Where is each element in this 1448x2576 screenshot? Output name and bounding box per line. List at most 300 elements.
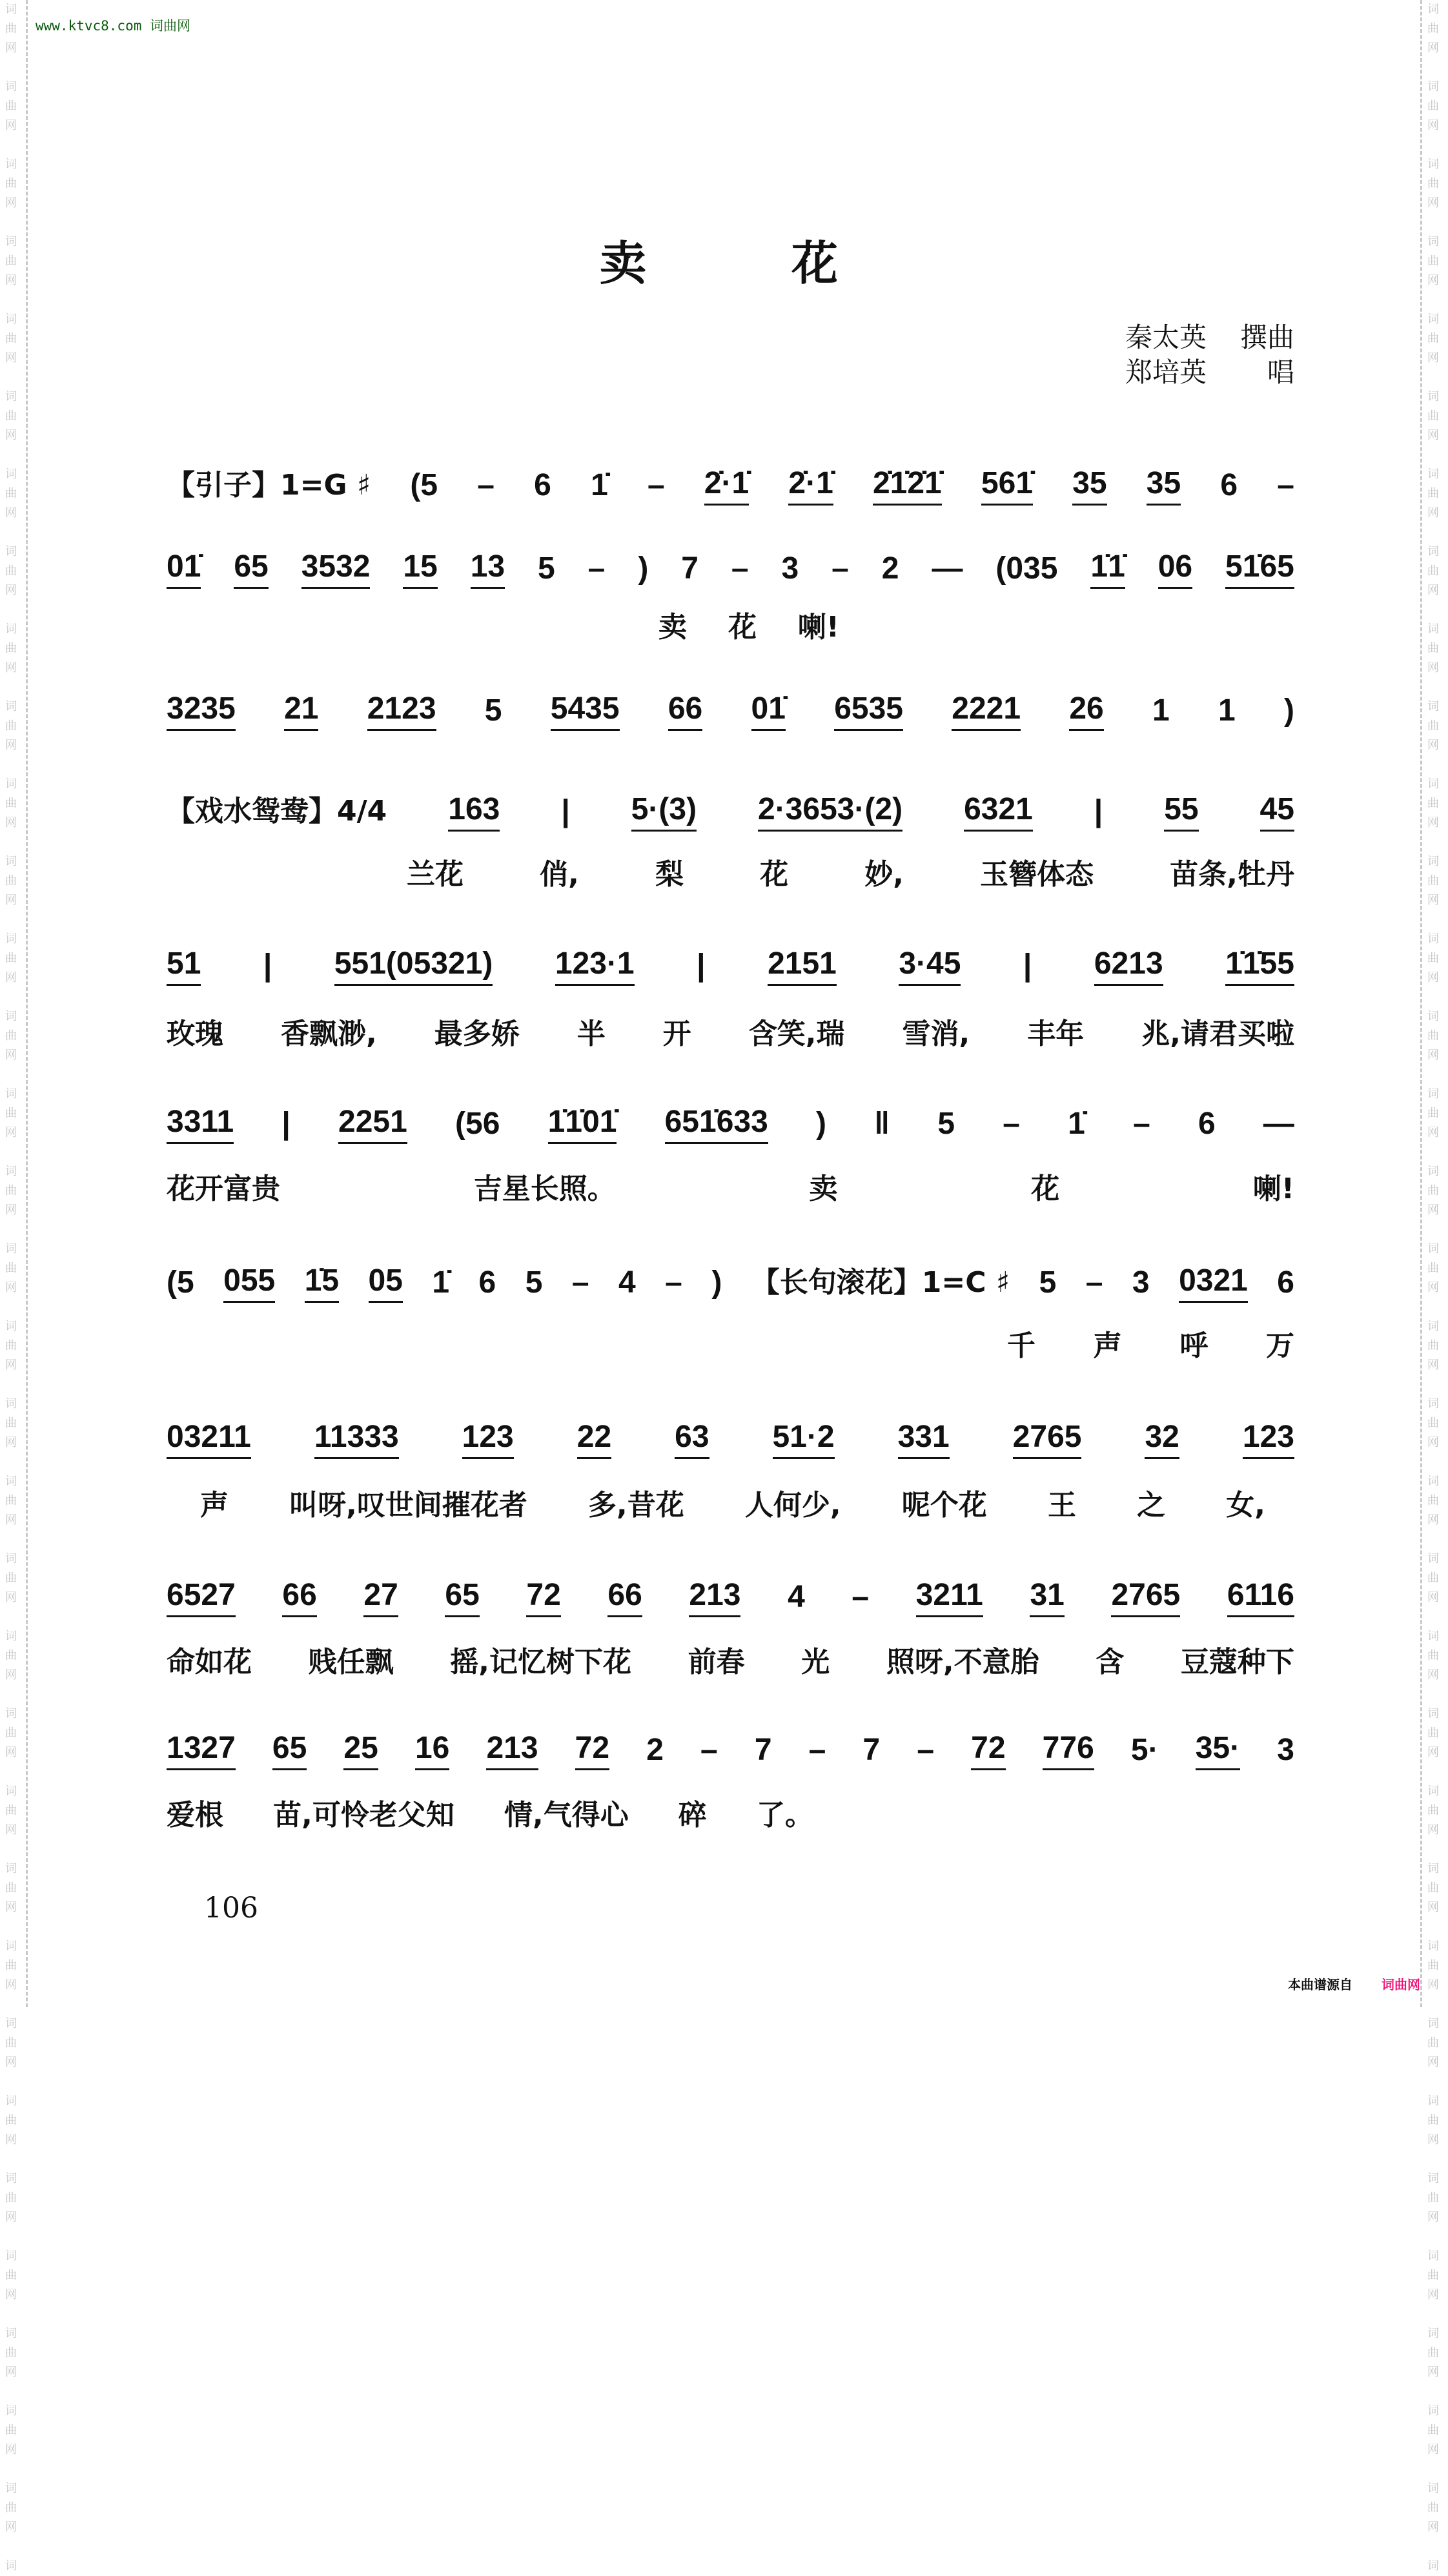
note-group: 22 bbox=[577, 1419, 611, 1459]
lyric: 女, bbox=[1226, 1489, 1265, 1522]
lyric: 含笑,瑞 bbox=[748, 1017, 845, 1050]
side-watermark-char: 词 bbox=[1427, 2482, 1439, 2495]
note-group: 331 bbox=[898, 1419, 950, 1459]
side-watermark-char: 网 bbox=[5, 1513, 17, 1527]
side-watermark-char: 词 bbox=[5, 1320, 17, 1333]
note-group: 72 bbox=[971, 1730, 1005, 1770]
note-group: – bbox=[477, 468, 495, 502]
notation-row bbox=[167, 1577, 1294, 1617]
lyric: 喇! bbox=[1252, 1172, 1294, 1205]
side-watermark-char: 词 bbox=[1427, 1862, 1439, 1876]
side-watermark-char: 词 bbox=[1427, 3, 1439, 16]
side-watermark-char: 词 bbox=[1427, 2172, 1439, 2185]
note-group: 6 bbox=[1198, 1107, 1216, 1141]
lyric: 呢个花 bbox=[901, 1489, 987, 1522]
side-watermark-char: 网 bbox=[1427, 1513, 1439, 1527]
lyric: 雪消, bbox=[902, 1017, 970, 1050]
side-watermark-char: 曲 bbox=[5, 487, 17, 500]
lyric: 声 bbox=[1093, 1329, 1122, 1362]
lyrics-row bbox=[407, 851, 1294, 892]
lyric: 梨 bbox=[655, 858, 684, 891]
note-group: 65 bbox=[445, 1577, 479, 1617]
side-watermark-char: 曲 bbox=[1427, 952, 1439, 965]
side-watermark-char: 网 bbox=[1427, 661, 1439, 675]
note-group: 03211 bbox=[167, 1419, 251, 1459]
side-watermark-char: 网 bbox=[5, 1436, 17, 1449]
side-watermark-char: 网 bbox=[1427, 196, 1439, 210]
side-watermark-char: 曲 bbox=[1427, 1726, 1439, 1740]
side-watermark-char: 网 bbox=[1427, 506, 1439, 520]
note-group: ‖ bbox=[874, 1107, 890, 1141]
side-watermark-char: 词 bbox=[1427, 2559, 1439, 2573]
lyric: 花 bbox=[760, 858, 789, 891]
side-watermark-char: 词 bbox=[5, 700, 17, 713]
note-group: 32 bbox=[1145, 1419, 1179, 1459]
side-watermark-char: 词 bbox=[5, 3, 17, 16]
side-watermark-char: 曲 bbox=[5, 1107, 17, 1120]
side-watermark-char: 网 bbox=[1427, 1203, 1439, 1217]
notation-row bbox=[167, 788, 1294, 832]
note-group: 5 bbox=[525, 1265, 543, 1300]
lyric: 碎 bbox=[678, 1799, 707, 1832]
lyrics-row bbox=[167, 1639, 1294, 1680]
lyric: 爱根 bbox=[167, 1799, 223, 1832]
lyric: 苗条,牡丹 bbox=[1170, 858, 1294, 891]
side-watermark-char: 曲 bbox=[1427, 22, 1439, 36]
note-group: 1̇1̇01̇ bbox=[548, 1104, 617, 1144]
side-watermark-char: 词 bbox=[5, 932, 17, 946]
note-group: — bbox=[1263, 1107, 1294, 1141]
note-group: 2̇1̇2̇1̇ bbox=[873, 465, 942, 506]
note-group: – bbox=[1277, 468, 1294, 502]
lyrics-row bbox=[658, 604, 839, 645]
lyric: 俏, bbox=[540, 858, 579, 891]
note-group: 123 bbox=[462, 1419, 514, 1459]
side-watermark-char: 曲 bbox=[1427, 1649, 1439, 1662]
side-watermark-char: 网 bbox=[5, 1978, 17, 1992]
side-watermark-char: 网 bbox=[1427, 2520, 1439, 2534]
side-watermark-char: 网 bbox=[5, 2133, 17, 2147]
page-number: 106 bbox=[204, 1892, 258, 1925]
lyric: 卖 bbox=[809, 1172, 838, 1205]
side-watermark-char: 网 bbox=[1427, 1978, 1439, 1992]
note-group: 15 bbox=[403, 549, 437, 589]
side-watermark-char: 曲 bbox=[1427, 177, 1439, 190]
side-watermark-char: 曲 bbox=[5, 1726, 17, 1740]
note-group: 01̇ bbox=[751, 691, 786, 731]
side-watermark-char: 词 bbox=[1427, 622, 1439, 636]
side-watermark-char: 网 bbox=[1427, 584, 1439, 597]
credit-role: 唱 bbox=[1267, 356, 1294, 388]
note-group: – bbox=[808, 1733, 826, 1767]
lyric: 开 bbox=[662, 1017, 691, 1050]
notation-row bbox=[167, 1730, 1294, 1770]
side-watermark-char: 词 bbox=[1427, 80, 1439, 94]
side-watermark-char: 曲 bbox=[5, 332, 17, 345]
note-group: (5 bbox=[167, 1265, 194, 1300]
side-watermark-char: 网 bbox=[1427, 816, 1439, 830]
note-group: ) bbox=[816, 1107, 826, 1141]
side-watermark-char: 词 bbox=[5, 2559, 17, 2573]
note-group: | bbox=[263, 948, 272, 983]
side-watermark-char: 词 bbox=[5, 1165, 17, 1178]
side-watermark-char: 曲 bbox=[5, 2346, 17, 2360]
side-watermark-char: 网 bbox=[1427, 1436, 1439, 1449]
side-watermark-char: 网 bbox=[5, 2211, 17, 2224]
side-watermark-char: 网 bbox=[5, 351, 17, 365]
note-group: 06 bbox=[1158, 549, 1192, 589]
lyric: 豆蔻种下 bbox=[1180, 1646, 1294, 1679]
side-watermark-char: 曲 bbox=[5, 1339, 17, 1353]
side-watermark-char: 词 bbox=[1427, 1165, 1439, 1178]
side-watermark-char: 曲 bbox=[1427, 2269, 1439, 2282]
note-group: – bbox=[665, 1265, 682, 1300]
side-watermark-char: 网 bbox=[5, 1746, 17, 1759]
note-group: 51·2 bbox=[773, 1419, 835, 1459]
side-watermark-char: 网 bbox=[5, 1358, 17, 1372]
side-watermark-char: 曲 bbox=[1427, 332, 1439, 345]
side-watermark-char: 曲 bbox=[1427, 1494, 1439, 1508]
side-watermark-char: 网 bbox=[1427, 1126, 1439, 1140]
note-group: 6 bbox=[1277, 1265, 1294, 1300]
note-group: – bbox=[731, 551, 749, 586]
side-watermark-char: 词 bbox=[5, 1707, 17, 1721]
side-watermark-char: 网 bbox=[1427, 1048, 1439, 1062]
note-group: ) bbox=[638, 551, 649, 586]
note-group: 35 bbox=[1072, 465, 1106, 506]
note-group: 2̇·1̇ bbox=[788, 465, 833, 506]
side-watermark-char: 词 bbox=[5, 545, 17, 558]
side-watermark-char: 网 bbox=[1427, 1901, 1439, 1914]
site-watermark: www.ktvc8.com 词曲网 bbox=[36, 18, 191, 34]
notation-row bbox=[167, 691, 1294, 731]
side-watermark-char: 词 bbox=[5, 235, 17, 249]
note-group: 72 bbox=[575, 1730, 609, 1770]
credit-name: 秦太英 bbox=[1125, 322, 1207, 353]
side-watermark-char: 词 bbox=[1427, 1552, 1439, 1566]
lyric: 卖 bbox=[658, 611, 687, 644]
side-watermark-char: 词 bbox=[1427, 1475, 1439, 1488]
side-watermark-char: 词 bbox=[5, 1784, 17, 1798]
note-group: 1̇1̇ bbox=[1090, 549, 1125, 589]
note-group: 163 bbox=[448, 792, 500, 832]
side-watermark-char: 网 bbox=[5, 584, 17, 597]
lyric: 呼 bbox=[1179, 1329, 1208, 1362]
side-watermark-char: 词 bbox=[5, 2172, 17, 2185]
note-group: | bbox=[281, 1107, 291, 1141]
note-group: 55 bbox=[1164, 792, 1198, 832]
note-group: 6116 bbox=[1227, 1577, 1294, 1617]
side-watermark-char: 曲 bbox=[5, 2269, 17, 2282]
note-group: 45 bbox=[1260, 792, 1294, 832]
side-watermark-char: 词 bbox=[1427, 467, 1439, 481]
side-watermark-char: 网 bbox=[5, 429, 17, 442]
note-group: 213 bbox=[689, 1577, 740, 1617]
note-group: (5 bbox=[410, 468, 438, 502]
note-group: – bbox=[851, 1580, 870, 1614]
side-watermark-char: 网 bbox=[1427, 274, 1439, 287]
note-group: 66 bbox=[668, 691, 702, 731]
note-group: 5 bbox=[538, 551, 555, 586]
side-watermark-char: 词 bbox=[5, 390, 17, 404]
lyric: 声 bbox=[200, 1489, 229, 1522]
side-watermark-char: 网 bbox=[5, 1901, 17, 1914]
note-group: 3·45 bbox=[899, 946, 961, 986]
note-group: 561̇ bbox=[981, 465, 1033, 506]
side-watermark-char: 词 bbox=[1427, 1320, 1439, 1333]
side-watermark-char: 词 bbox=[5, 855, 17, 868]
lyric: 人何少, bbox=[744, 1489, 841, 1522]
side-watermark-char: 网 bbox=[5, 119, 17, 132]
side-watermark-char: 网 bbox=[1427, 41, 1439, 55]
side-watermark-char: 曲 bbox=[1427, 99, 1439, 113]
side-watermark-char: 曲 bbox=[5, 1416, 17, 1430]
side-watermark-char: 词 bbox=[1427, 2249, 1439, 2263]
note-group: | bbox=[1094, 794, 1103, 828]
note-group: 65 bbox=[272, 1730, 307, 1770]
note-group: 651̇633 bbox=[665, 1104, 768, 1144]
note-group: 21 bbox=[284, 691, 318, 731]
side-watermark-char: 网 bbox=[5, 1668, 17, 1682]
note-group: 1̇1̇55 bbox=[1225, 946, 1294, 986]
note-group: 0321 bbox=[1179, 1263, 1248, 1303]
note-group: 【戏水鸳鸯】4/4 bbox=[167, 795, 387, 828]
side-watermark-char: 词 bbox=[5, 467, 17, 481]
side-watermark-char: 曲 bbox=[1427, 254, 1439, 268]
side-watermark-char: 曲 bbox=[5, 1494, 17, 1508]
side-watermark-char: 词 bbox=[5, 2094, 17, 2108]
lyrics-row bbox=[167, 1792, 813, 1833]
side-watermark-char: 词 bbox=[1427, 2404, 1439, 2418]
lyric: 花 bbox=[728, 611, 757, 644]
side-watermark-char: 网 bbox=[1427, 971, 1439, 985]
side-watermark-char: 词 bbox=[5, 2404, 17, 2418]
lyrics-row bbox=[167, 1165, 1294, 1207]
note-group: 66 bbox=[282, 1577, 316, 1617]
note-group: 1327 bbox=[167, 1730, 236, 1770]
lyrics-row bbox=[200, 1482, 1265, 1523]
side-watermark-char: 曲 bbox=[1427, 797, 1439, 810]
lyric: 吉星长照。 bbox=[473, 1172, 616, 1205]
note-group: 4 bbox=[618, 1265, 636, 1300]
side-watermark-char: 词 bbox=[1427, 1010, 1439, 1023]
side-watermark-char: 网 bbox=[5, 1203, 17, 1217]
lyric: 丰年 bbox=[1027, 1017, 1085, 1050]
lyric: 光 bbox=[801, 1646, 830, 1679]
side-watermark-char: 曲 bbox=[5, 874, 17, 888]
side-watermark-char: 曲 bbox=[5, 1881, 17, 1895]
side-watermark-char: 曲 bbox=[5, 797, 17, 810]
note-group: 1̇ bbox=[432, 1265, 450, 1300]
note-group: 055 bbox=[223, 1263, 275, 1303]
lyric: 喇! bbox=[797, 611, 839, 644]
side-watermark-char: 网 bbox=[1427, 894, 1439, 907]
side-watermark-char: 词 bbox=[5, 80, 17, 94]
side-watermark-char: 曲 bbox=[5, 2191, 17, 2205]
side-watermark-char: 曲 bbox=[5, 952, 17, 965]
side-watermark-char: 网 bbox=[1427, 1591, 1439, 1604]
side-watermark-char: 曲 bbox=[1427, 2191, 1439, 2205]
lyric: 叫呀,叹世间摧花者 bbox=[289, 1489, 527, 1522]
side-watermark-char: 曲 bbox=[5, 564, 17, 578]
note-group: 01̇ bbox=[167, 549, 201, 589]
side-watermark-char: 网 bbox=[5, 1591, 17, 1604]
side-watermark-char: 网 bbox=[5, 1281, 17, 1294]
side-watermark-char: 词 bbox=[1427, 1707, 1439, 1721]
side-watermark-char: 曲 bbox=[1427, 874, 1439, 888]
side-watermark-char: 词 bbox=[1427, 1242, 1439, 1256]
note-group: 123·1 bbox=[555, 946, 635, 986]
note-group: 26 bbox=[1069, 691, 1103, 731]
side-watermark-char: 曲 bbox=[1427, 1571, 1439, 1585]
lyric: 半 bbox=[576, 1017, 606, 1050]
side-watermark-char: 曲 bbox=[5, 1262, 17, 1275]
lyric: 含 bbox=[1096, 1646, 1125, 1679]
side-watermark-char: 网 bbox=[5, 2056, 17, 2069]
lyric: 玫瑰 bbox=[167, 1017, 223, 1050]
side-watermark-char: 网 bbox=[5, 1126, 17, 1140]
side-watermark-char: 曲 bbox=[5, 719, 17, 733]
note-group: 7 bbox=[862, 1733, 881, 1767]
side-watermark-char: 词 bbox=[1427, 1784, 1439, 1798]
note-group: 5 bbox=[1039, 1265, 1057, 1300]
note-group: – bbox=[831, 551, 849, 586]
note-group: 27 bbox=[363, 1577, 398, 1617]
note-group: – bbox=[1133, 1107, 1150, 1141]
lyric: 情,气得心 bbox=[504, 1799, 629, 1832]
note-group: (56 bbox=[455, 1107, 500, 1141]
side-watermark-char: 词 bbox=[1427, 1939, 1439, 1953]
side-watermark-char: 网 bbox=[1427, 2056, 1439, 2069]
note-group: 123 bbox=[1243, 1419, 1294, 1459]
note-group: 2151 bbox=[768, 946, 837, 986]
side-watermark-char: 词 bbox=[5, 2249, 17, 2263]
side-watermark-char: 词 bbox=[5, 1087, 17, 1101]
lyric: 苗,可怜老父知 bbox=[273, 1799, 454, 1832]
note-group: 2251 bbox=[338, 1104, 407, 1144]
side-watermark-char: 曲 bbox=[5, 177, 17, 190]
note-group: 1̇5 bbox=[305, 1263, 339, 1303]
side-watermark-char: 曲 bbox=[5, 22, 17, 36]
note-group: 1 bbox=[1218, 693, 1236, 728]
side-watermark-char: 词 bbox=[1427, 545, 1439, 558]
side-watermark-char: 曲 bbox=[1427, 2424, 1439, 2437]
note-group: 16 bbox=[415, 1730, 449, 1770]
side-watermark-char: 词 bbox=[1427, 700, 1439, 713]
note-group: 【长句滚花】1=C ♯ bbox=[751, 1266, 1010, 1299]
side-watermark-char: 词 bbox=[1427, 1397, 1439, 1411]
lyric: 了。 bbox=[757, 1799, 813, 1832]
note-group: 3 bbox=[781, 551, 799, 586]
side-watermark-char: 曲 bbox=[1427, 2346, 1439, 2360]
note-group: 6 bbox=[534, 468, 551, 502]
side-watermark-char: 网 bbox=[5, 506, 17, 520]
note-group: 6321 bbox=[964, 792, 1033, 832]
lyric: 命如花 bbox=[167, 1646, 252, 1679]
note-group: 7 bbox=[681, 551, 699, 586]
side-watermark-char: 曲 bbox=[1427, 1339, 1439, 1353]
note-group: 3235 bbox=[167, 691, 236, 731]
side-watermark-char: 词 bbox=[5, 622, 17, 636]
side-watermark-char: 网 bbox=[5, 274, 17, 287]
lyric: 最多娇 bbox=[434, 1017, 520, 1050]
side-watermark-char: 曲 bbox=[1427, 409, 1439, 423]
lyric: 贱任飘 bbox=[308, 1646, 394, 1679]
side-watermark-char: 网 bbox=[5, 41, 17, 55]
side-watermark-char: 词 bbox=[5, 312, 17, 326]
side-watermark-char: 词 bbox=[5, 2017, 17, 2030]
side-watermark-char: 网 bbox=[1427, 119, 1439, 132]
note-group: 5· bbox=[1130, 1733, 1159, 1767]
note-group: ) bbox=[711, 1265, 722, 1300]
footer-brand: 词曲网 bbox=[1382, 1977, 1420, 1992]
lyric: 照呀,不意胎 bbox=[886, 1646, 1039, 1679]
note-group: 6527 bbox=[167, 1577, 236, 1617]
side-watermark-char: 网 bbox=[1427, 1823, 1439, 1837]
side-watermark-char: 词 bbox=[1427, 1087, 1439, 1101]
note-group: – bbox=[1085, 1265, 1103, 1300]
side-watermark-char: 网 bbox=[1427, 1281, 1439, 1294]
side-watermark-char: 词 bbox=[5, 1010, 17, 1023]
side-watermark-char: 词 bbox=[5, 158, 17, 171]
side-watermark-char: 词 bbox=[5, 1397, 17, 1411]
side-watermark-char: 曲 bbox=[5, 1029, 17, 1043]
side-watermark-char: 词 bbox=[5, 2482, 17, 2495]
lyric: 摇,记忆树下花 bbox=[450, 1646, 631, 1679]
credit-composer bbox=[1125, 316, 1294, 355]
side-watermark-char: 网 bbox=[5, 971, 17, 985]
footer-source-label: 本曲谱源自 bbox=[1288, 1977, 1352, 1992]
note-group: 【引子】1=G ♯ bbox=[167, 469, 371, 502]
note-group: | bbox=[697, 948, 706, 983]
side-watermark-char: 曲 bbox=[1427, 1416, 1439, 1430]
note-group: 3311 bbox=[167, 1104, 234, 1144]
note-group: 1 bbox=[1152, 693, 1170, 728]
note-group: 6213 bbox=[1094, 946, 1163, 986]
side-watermark-char: 网 bbox=[1427, 2211, 1439, 2224]
side-watermark-char: 网 bbox=[1427, 1358, 1439, 1372]
side-watermark-char: 词 bbox=[1427, 312, 1439, 326]
note-group: 5·(3) bbox=[631, 792, 697, 832]
notation-row bbox=[167, 1259, 1294, 1303]
lyrics-row bbox=[1007, 1322, 1294, 1364]
left-watermark-border bbox=[0, 0, 28, 2573]
side-watermark-char: 曲 bbox=[1427, 1804, 1439, 1817]
side-watermark-char: 网 bbox=[5, 2366, 17, 2379]
side-watermark-char: 曲 bbox=[5, 2114, 17, 2127]
side-watermark-char: 网 bbox=[5, 2443, 17, 2457]
side-watermark-char: 曲 bbox=[1427, 564, 1439, 578]
note-group: 5435 bbox=[551, 691, 620, 731]
side-watermark-char: 曲 bbox=[1427, 487, 1439, 500]
notation-row bbox=[167, 549, 1294, 589]
side-watermark-char: 网 bbox=[1427, 429, 1439, 442]
side-watermark-char: 曲 bbox=[5, 254, 17, 268]
note-group: 2 bbox=[881, 551, 899, 586]
notation-row bbox=[167, 1419, 1294, 1459]
side-watermark-char: 网 bbox=[1427, 2133, 1439, 2147]
side-watermark-char: 网 bbox=[5, 196, 17, 210]
right-watermark-border bbox=[1420, 0, 1448, 2573]
side-watermark-char: 网 bbox=[5, 894, 17, 907]
lyric: 花开富贵 bbox=[167, 1172, 280, 1205]
note-group: 51̇65 bbox=[1225, 549, 1294, 589]
side-watermark-char: 曲 bbox=[1427, 1959, 1439, 1972]
note-group: ) bbox=[1283, 693, 1294, 728]
side-watermark-char: 词 bbox=[1427, 2094, 1439, 2108]
lyric: 千 bbox=[1007, 1329, 1035, 1362]
side-watermark-char: 曲 bbox=[5, 2036, 17, 2050]
